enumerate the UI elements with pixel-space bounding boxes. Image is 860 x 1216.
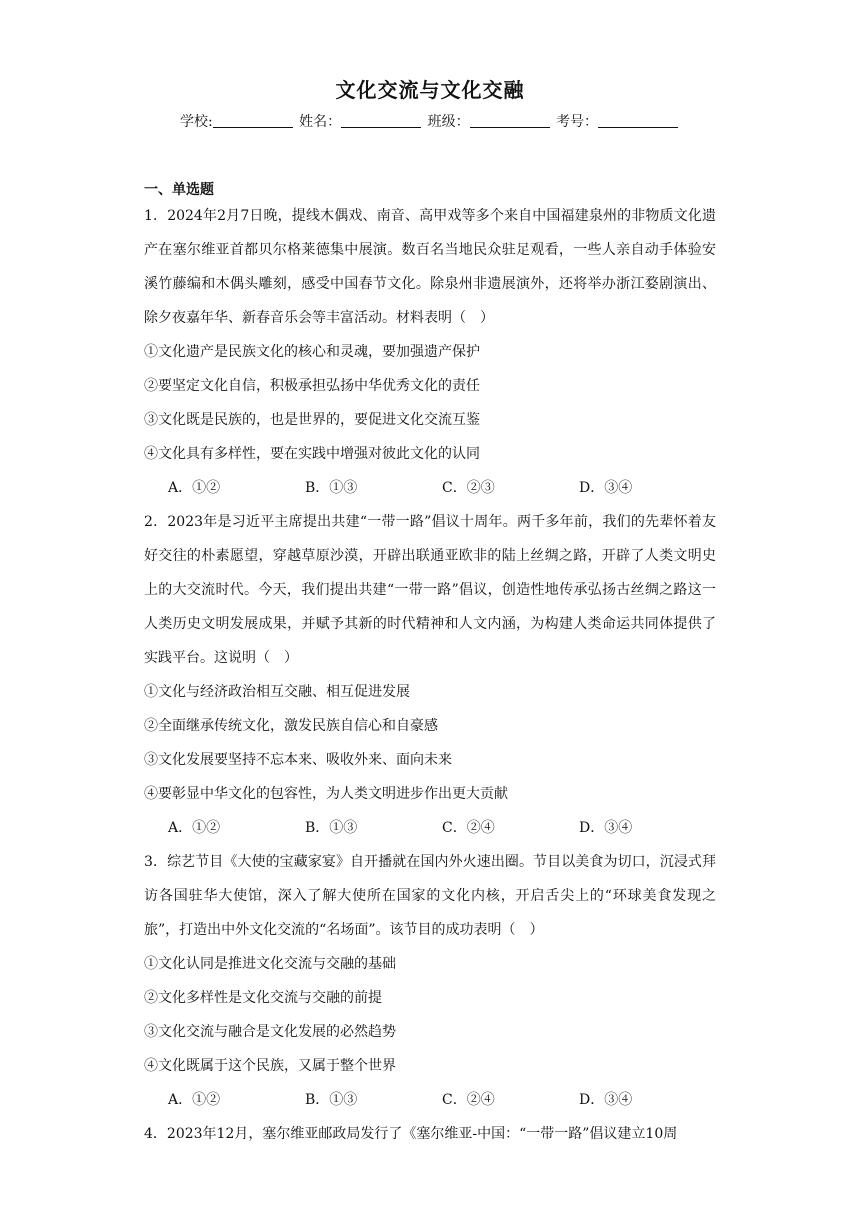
choice-b[interactable]: B．①③ (305, 480, 358, 496)
statement-option: ③文化发展要坚持不忘本来、吸收外来、面向未来 (144, 752, 452, 768)
statement-option: ③文化交流与融合是文化发展的必然趋势 (144, 1024, 396, 1040)
choice-d[interactable]: D．③④ (579, 820, 633, 836)
school-label: 学校: (179, 114, 213, 130)
question-number: 4． (144, 1126, 167, 1142)
statement-option: ②文化多样性是文化交流与交融的前提 (144, 990, 382, 1006)
choice-a[interactable]: A．①② (168, 480, 221, 496)
questions-list (144, 199, 716, 1151)
answer-choices (144, 1083, 716, 1117)
choice-b[interactable]: B．①③ (305, 820, 358, 836)
question-number: 1． (144, 208, 168, 224)
section-heading: 一、单选题 (144, 182, 214, 198)
question-number: 2． (144, 514, 168, 530)
statement-option: ④文化既属于这个民族，又属于整个世界 (144, 1058, 396, 1074)
class-label: 班级： (427, 114, 470, 130)
choice-b[interactable]: B．①③ (305, 1092, 358, 1108)
exam-number-label: 考号： (556, 114, 599, 130)
question-2 (144, 505, 716, 845)
name-label: 姓名： (299, 114, 342, 130)
statement-option: ①文化遗产是民族文化的核心和灵魂，要加强遗产保护 (144, 344, 480, 360)
question-1 (144, 199, 716, 505)
student-info-line (0, 111, 860, 131)
choice-a[interactable]: A．①② (168, 820, 221, 836)
school-blank[interactable] (213, 113, 293, 128)
choice-c[interactable]: C．②③ (442, 480, 495, 496)
choice-d[interactable]: D．③④ (579, 480, 633, 496)
question-stem (144, 1117, 716, 1151)
question-text: 2023年12月，塞尔维亚邮政局发行了《塞尔维亚-中国：“一带一路”倡议建立10周 (166, 1126, 678, 1142)
question-stem (144, 845, 716, 947)
answer-choices (144, 811, 716, 845)
class-blank[interactable] (470, 113, 550, 128)
page-title: 文化交流与文化交融 (335, 78, 525, 102)
question-text: 2023年是习近平主席提出共建“一带一路”倡议十周年。两千多年前，我们的先辈怀着友好交往的朴素愿望，穿越草原沙漠，开辟出联通亚欧非的陆上丝绸之路，开辟了人类文明史上的大交流时代。今天，我们提出共建“一带一路”倡议，创造性地传承弘扬古丝绸之路这一人类历史文明发展成果，并赋予其新的时代精神和人文内涵，为构建人类命运共同体提供了实践平台。这说明（ ） (144, 514, 716, 666)
statement-option: ②要坚定文化自信，积极承担弘扬中华优秀文化的责任 (144, 378, 480, 394)
question-3 (144, 845, 716, 1117)
answer-choices (144, 471, 716, 505)
question-stem (144, 199, 716, 335)
name-blank[interactable] (341, 113, 421, 128)
statement-option: ①文化与经济政治相互交融、相互促进发展 (144, 684, 410, 700)
statement-option: ④要彰显中华文化的包容性，为人类文明进步作出更大贡献 (144, 786, 508, 802)
statement-option: ②全面继承传统文化，激发民族自信心和自豪感 (144, 718, 438, 734)
choice-a[interactable]: A．①② (168, 1092, 221, 1108)
question-stem (144, 505, 716, 675)
question-text: 综艺节目《大使的宝藏家宴》自开播就在国内外火速出圈。节目以美食为切口，沉浸式拜访各国驻华大使馆，深入了解大使所在国家的文化内核，开启舌尖上的“环球美食发现之旅”，打造出中外文化交流的“名场面”。该节目的成功表明（ ） (144, 854, 716, 938)
statement-option: ①文化认同是推进文化交流与交融的基础 (144, 956, 396, 972)
choice-c[interactable]: C．②④ (442, 1092, 495, 1108)
choice-c[interactable]: C．②④ (442, 820, 495, 836)
question-text: 2024年2月7日晚，提线木偶戏、南音、高甲戏等多个来自中国福建泉州的非物质文化遗产在塞尔维亚首都贝尔格莱德集中展演。数百名当地民众驻足观看，一些人亲自动手体验安溪竹藤编和木偶头雕刻，感受中国春节文化。除泉州非遗展演外，还将举办浙江婺剧演出、除夕夜嘉年华、新春音乐会等丰富活动。材料表明（ ） (144, 208, 716, 326)
question-number: 3． (144, 854, 168, 870)
question-4 (144, 1117, 716, 1151)
statement-option: ④文化具有多样性，要在实践中增强对彼此文化的认同 (144, 446, 480, 462)
exam-number-blank[interactable] (598, 113, 678, 128)
choice-d[interactable]: D．③④ (579, 1092, 633, 1108)
statement-option: ③文化既是民族的，也是世界的，要促进文化交流互鉴 (144, 412, 480, 428)
